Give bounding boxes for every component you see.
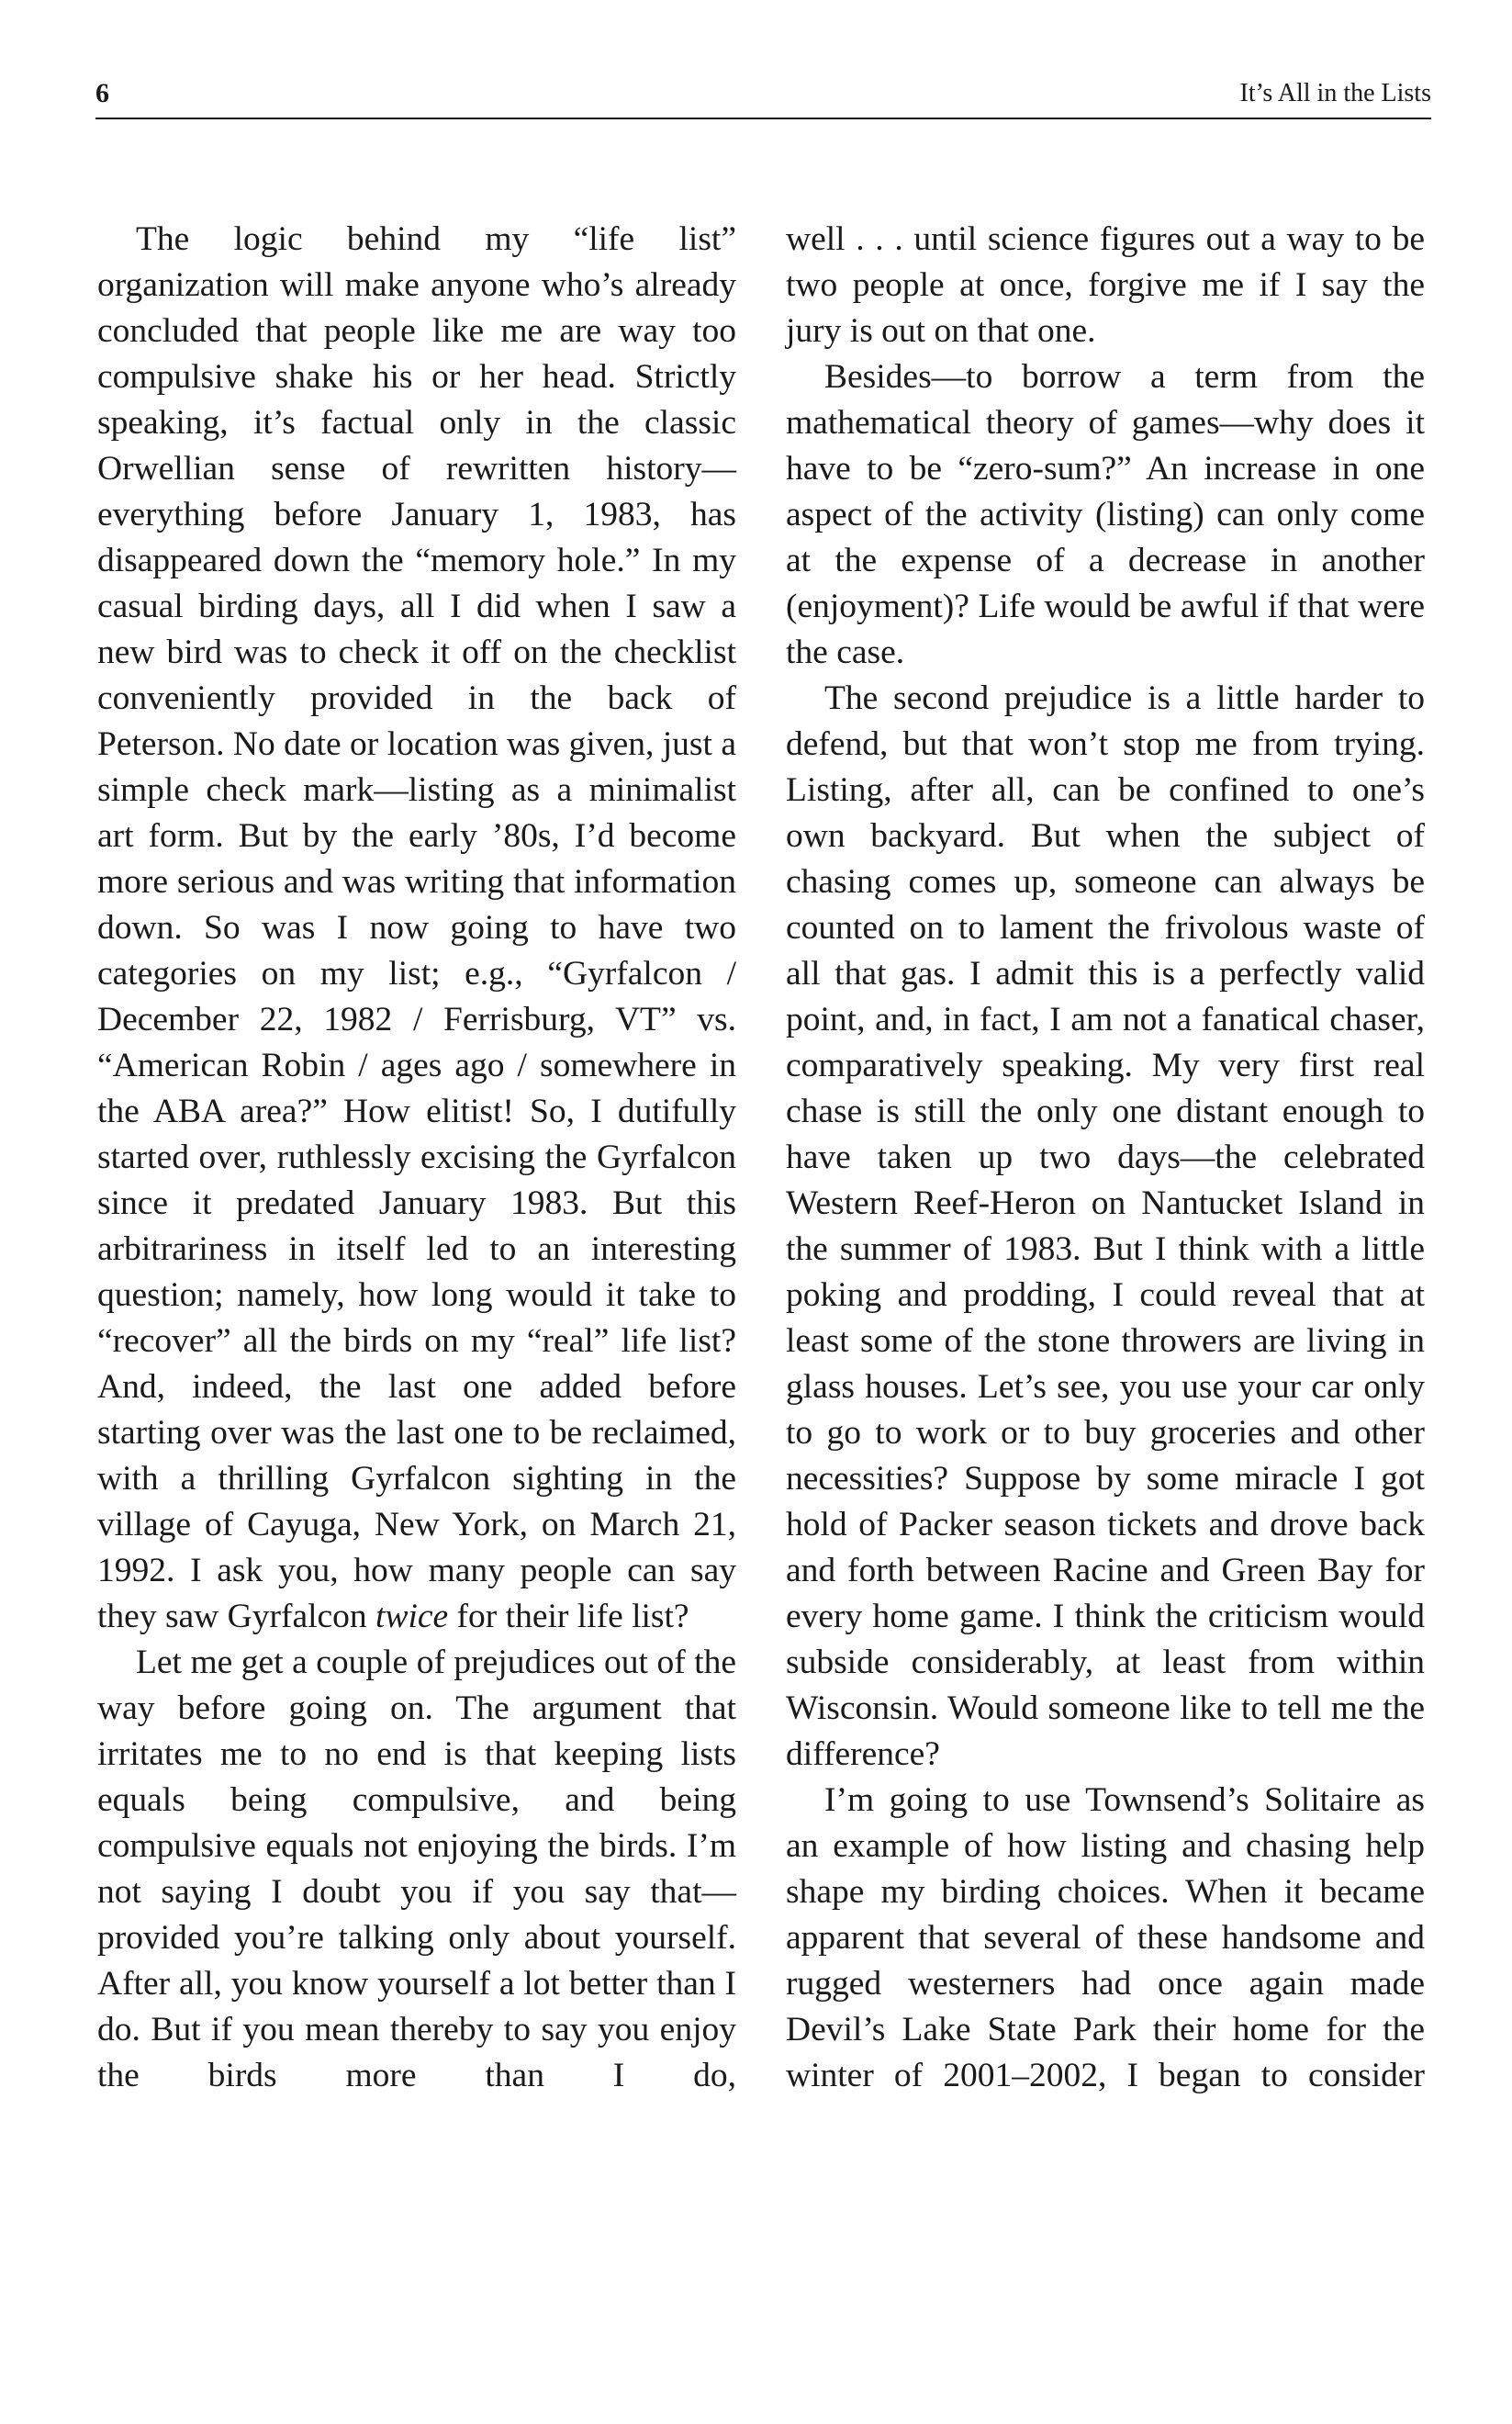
paragraph-text: The logic behind my “life list” organization will make anyone who’s already concluded that people like me are way too compulsive shake his or her head. Strictly speaking, it’s factual only in the classic Orwellian sense of rewritten history—everything before January 1, 1983, has disappeared down the “memory hole.” In my casual birding days, all I did when I saw a new bird was to check it off on the checklist conveniently provided in the back of Peterson. No date or location was given, just a simple check mark—listing as a minimalist art form. But by the early ’80s, I’d become more serious and was writing that information down. So was I now going to have two categories on my list; e.g., “Gyrfalcon / December 22, 1982 / Ferrisburg, VT” vs. “American Robin / ages ago / somewhere in the ABA area?” How elitist! So, I dutifully started over, ruthlessly excising the Gyrfalcon since it predated January 1983. But this arbitrariness in itself led to an interesting question; namely, how long would it take to “recover” all the birds on my “real” life list? And, indeed, the last one added before starting over was the last one to be reclaimed, with a thrilling Gyrfalcon sighting in the village of Cayuga, New York, on March 21, 1992. I ask you, how many people can say they saw Gyrfalcon <box>97 220 736 1635</box>
paragraph-text-end: for their life list? <box>448 1598 689 1635</box>
left-column <box>97 217 736 2099</box>
running-head: It’s All in the Lists <box>1239 79 1431 107</box>
page-header <box>95 75 1431 119</box>
paragraph: I’m going to use Townsend’s Solitaire as an example of how listing and chasing help shape my birding choices. When it became apparent that several of these handsome and rugged westerners had once again made Devil’s Lake State Park their home for the winter of 2001–2002, I began to consider <box>786 1781 1425 2094</box>
emphasis-text: twice <box>375 1598 449 1635</box>
paragraph: Besides—to borrow a term from the mathematical theory of games—why does it have to be “zero-sum?” An increase in one aspect of the activity (listing) can only come at the expense of a decrease in another (enjoyment)? Life would be awful if that were the case. <box>786 358 1425 671</box>
right-column <box>786 217 1425 2099</box>
paragraph <box>97 217 736 1640</box>
paragraph: Let me get a couple of prejudices out of the way before going on. The argument that irritates me to no end is that keeping lists equals being compulsive, and being compulsive equals not enjoying the birds. I’m not saying I doubt you if you say that—provided you’re talking only about yourself. After all, you know yourself a lot better than I do. But if you mean thereby to say you enjoy the birds more than I do, <box>97 1644 736 2094</box>
paragraph: well . . . until science figures out a way to be two people at once, forgive me if I say the jury is out on that one. <box>786 220 1425 350</box>
paragraph: The second prejudice is a little harder to defend, but that won’t stop me from trying. Listing, after all, can be confined to one’s own backyard. But when the subject of chasing comes up, someone can always be counted on to lament the frivolous waste of all that gas. I admit this is a perfectly valid point, and, in fact, I am not a fanatical chaser, comparatively speaking. My very first real chase is still the only one distant enough to have taken up two days—the celebrated Western Reef-Heron on Nantucket Island in the summer of 1983. But I think with a little poking and prodding, I could reveal that at least some of the stone throwers are living in glass houses. Let’s see, you use your car only to go to work or to buy groceries and other necessities? Suppose by some miracle I got hold of Packer season tickets and drove back and forth between Racine and Green Bay for every home game. I think the criticism would subside considerably, at least from within Wisconsin. Would someone like to tell me the difference? <box>786 679 1425 1773</box>
page-number: 6 <box>95 78 109 108</box>
